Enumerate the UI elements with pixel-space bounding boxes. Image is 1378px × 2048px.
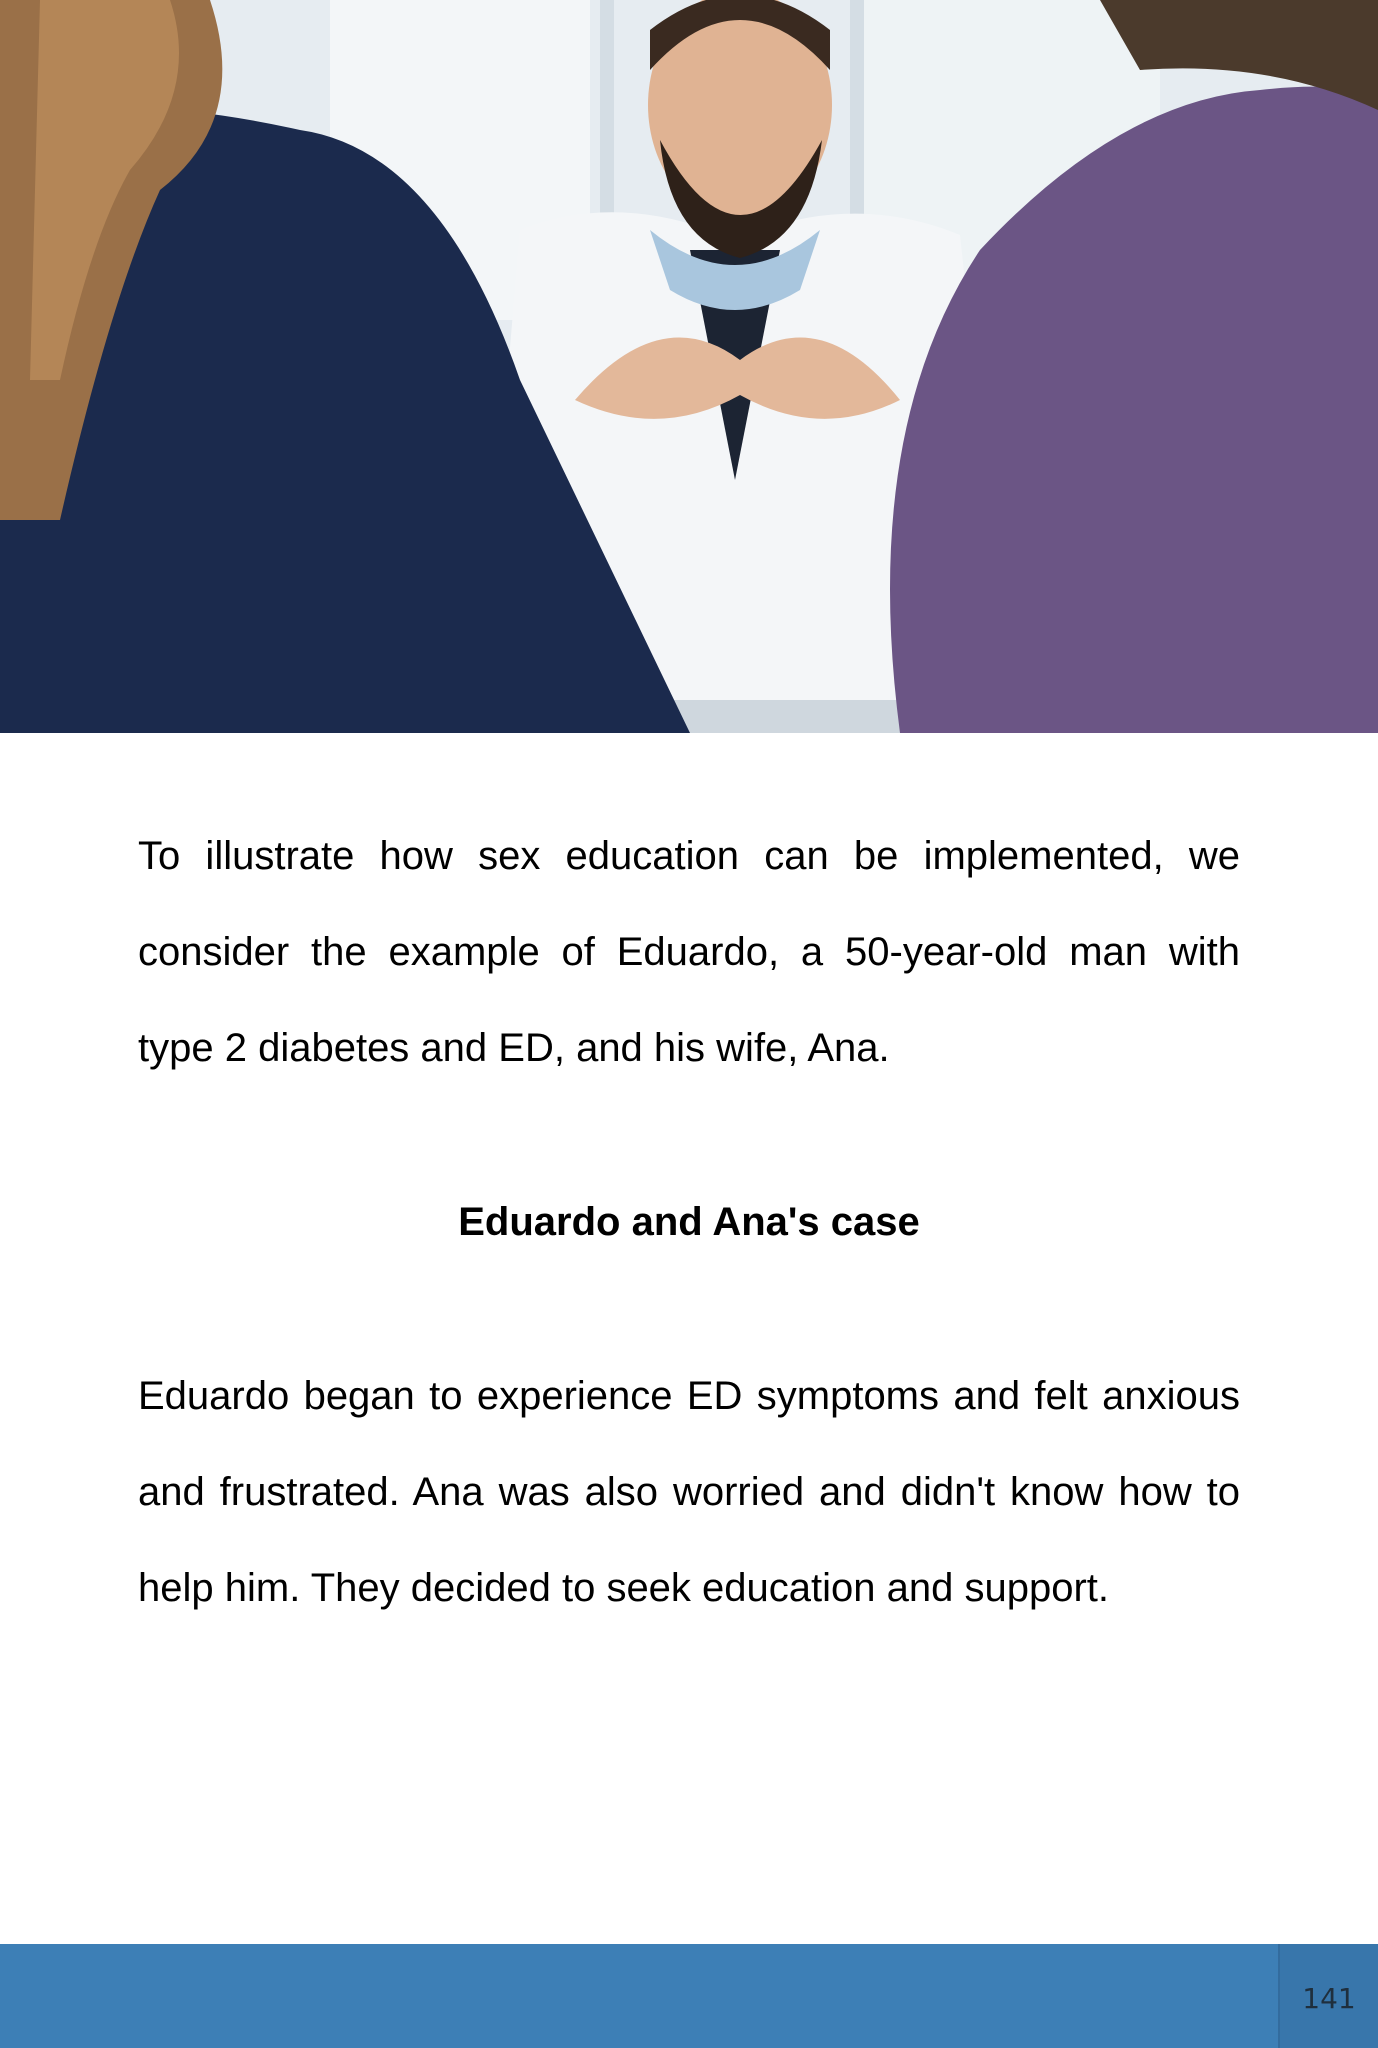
case-heading: Eduardo and Ana's case <box>458 1200 920 1244</box>
main-content <box>138 808 1240 1636</box>
hero-photo <box>0 0 1378 733</box>
photo-doctor-consultation-icon <box>0 0 1378 733</box>
footer-bar <box>0 1944 1378 2048</box>
page-number: 141 <box>1302 1982 1356 2015</box>
page-number-box <box>1278 1944 1378 2048</box>
case-paragraph: Eduardo began to experience ED symptoms and felt anxious and frustrated. Ana was also worried and didn't know how to help him. They decided to seek education and support. <box>138 1374 1240 1610</box>
intro-paragraph: To illustrate how sex education can be implemented, we consider the example of Eduardo, a 50-year-old man with type 2 diabetes and ED, and his wife, Ana. <box>138 834 1240 1070</box>
